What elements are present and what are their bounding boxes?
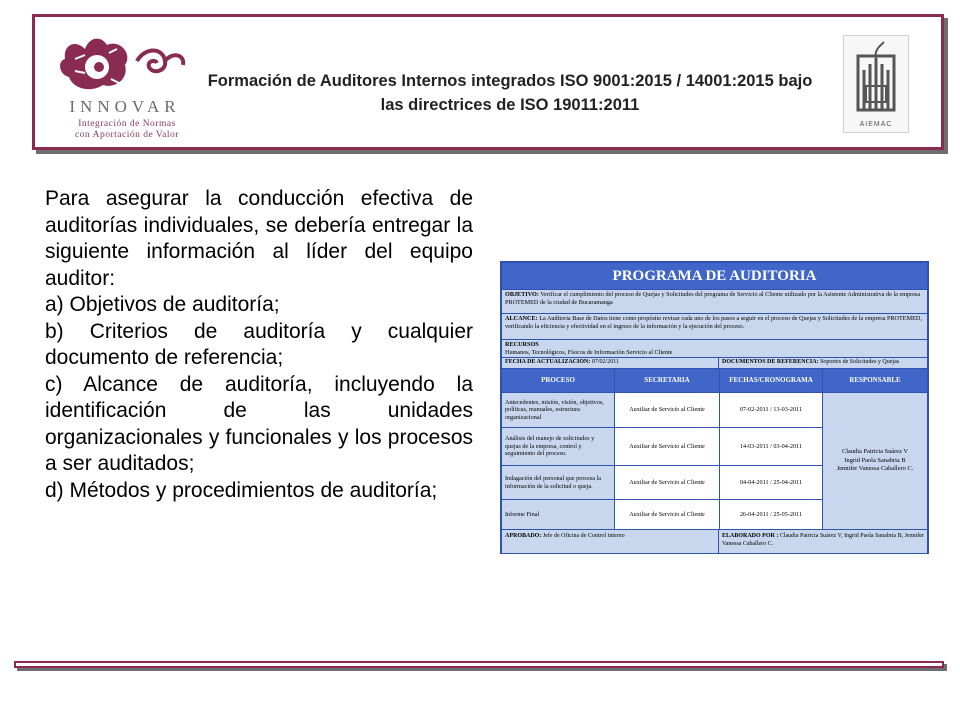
column-header-proceso: PROCESO xyxy=(502,369,615,392)
page-title: Formación de Auditores Internos integrados ISO 9001:2015 / 14001:2015 bajo las directrices de ISO 19011:2011 xyxy=(207,72,813,114)
reference-docs xyxy=(718,358,927,368)
table-cell-fechas: 26-04-2011 / 25-05-2011 xyxy=(720,499,823,529)
update-date xyxy=(502,358,718,368)
column-header-secretaria: SECRETARIA xyxy=(615,369,720,392)
program-grid xyxy=(502,368,927,529)
list-item: d) Métodos y procedimientos de auditoría; xyxy=(45,478,438,502)
responsible-name: Ingrid Paola Sanabria B xyxy=(844,456,906,464)
update-label: FECHA DE ACTUALIZACION: xyxy=(505,359,591,365)
prepared-label: ELABORADO POR : xyxy=(722,533,779,539)
program-resources xyxy=(502,339,927,357)
program-signoff-row xyxy=(502,529,927,553)
program-title: PROGRAMA DE AUDITORIA xyxy=(502,263,927,289)
table-cell-secretaria: Auxiliar de Servicio al Cliente xyxy=(615,392,720,427)
objective-text: Verificar el cumplimiento del proceso de Quejas y Solicitudes del programa de Servicio al Cliente utilizado por la Asistente Administrativa de la empresa PROTEMED de la ciudad de Bucaramanga xyxy=(505,291,921,306)
approved-label: APROBADO: xyxy=(505,533,542,539)
resources-text: Humanos, Tecnológicos, Físicos de Información Servicio al Cliente xyxy=(505,349,673,356)
approved-value: Jefe de Oficina de Control interno xyxy=(542,533,625,539)
list-item: c) Alcance de auditoría, incluyendo la identificación de las unidades organizacionales y funcionales y los procesos a ser auditados; xyxy=(45,372,473,475)
table-cell-fechas: 14-03-2011 / 03-04-2011 xyxy=(720,427,823,465)
innovar-logo xyxy=(45,31,195,141)
program-meta-row xyxy=(502,357,927,368)
header-banner xyxy=(32,14,944,150)
responsible-cell xyxy=(823,392,927,529)
column-header-fechas: FECHAS/CRONOGRAMA xyxy=(720,369,823,392)
program-scope xyxy=(502,313,927,339)
refs-label: DOCUMENTOS DE REFERENCIA: xyxy=(722,359,819,365)
aztec-head-logo-icon xyxy=(45,31,195,101)
table-cell-secretaria: Auxiliar de Servicio al Cliente xyxy=(615,427,720,465)
program-objective xyxy=(502,289,927,313)
table-cell-proceso: Análisis del manejo de solicitudes y quejas de la empresa, control y seguimiento del proceso. xyxy=(502,427,615,465)
prepared-value: Claudia Patricia Suárez V, Ingrid Paola Sanabria B, Jennifer Vanessa Caballero C. xyxy=(722,533,924,547)
innovar-tagline-2: con Aportación de Valor xyxy=(75,130,179,140)
table-cell-fechas: 04-04-2011 / 25-04-2011 xyxy=(720,465,823,499)
intro-paragraph: Para asegurar la conducción efectiva de auditorías individuales, se debería entregar la siguiente información al líder del equipo auditor: xyxy=(45,187,473,290)
innovar-logo-name: INNOVAR xyxy=(69,97,181,116)
scope-label: ALCANCE: xyxy=(505,315,538,322)
update-value: 07/02/2011 xyxy=(591,359,619,365)
resources-label: RECURSOS xyxy=(505,341,539,348)
table-cell-proceso: Informe Final xyxy=(502,499,615,529)
approved-by xyxy=(502,530,718,553)
list-item: b) Criterios de auditoría y cualquier documento de referencia; xyxy=(45,319,473,369)
table-cell-fechas: 07-02-2011 / 13-03-2011 xyxy=(720,392,823,427)
responsible-name: Jennifer Vanessa Caballero C. xyxy=(836,465,914,473)
table-cell-proceso: Indagación del personal que procesa la información de la solicitud o queja. xyxy=(502,465,615,499)
aiemac-label: AIEMAC xyxy=(859,121,893,128)
responsible-name: Claudia Patricia Suárez V xyxy=(841,448,909,456)
factory-chimney-logo-icon xyxy=(844,36,908,120)
table-cell-secretaria: Auxiliar de Servicio al Cliente xyxy=(615,499,720,529)
scope-text: La Auditoria Base de Datos tiene como propósito revisar cada uno de los pasos a seguir en el proceso de Quejas y Solicitudes de la empresa PROTEMED, verificando la eficiencia y efectividad en el ingreso de la información y la ejecución del proceso. xyxy=(505,315,922,330)
body-text xyxy=(45,186,473,504)
audit-program-table xyxy=(500,261,929,554)
table-cell-proceso: Antecedentes, misión, visión, objetivos, políticas, manuales, estructura organizacional xyxy=(502,392,615,427)
prepared-by xyxy=(718,530,927,553)
refs-value: Soportes de Solicitudes y Quejas xyxy=(820,359,900,365)
footer-divider xyxy=(14,661,944,668)
innovar-tagline-1: Integración de Normas xyxy=(78,119,176,129)
column-header-responsable: RESPONSABLE xyxy=(823,369,927,392)
aiemac-logo xyxy=(843,35,909,133)
list-item: a) Objetivos de auditoría; xyxy=(45,293,280,316)
objective-label: OBJETIVO: xyxy=(505,291,539,298)
table-cell-secretaria: Auxiliar de Servicio al Cliente xyxy=(615,465,720,499)
